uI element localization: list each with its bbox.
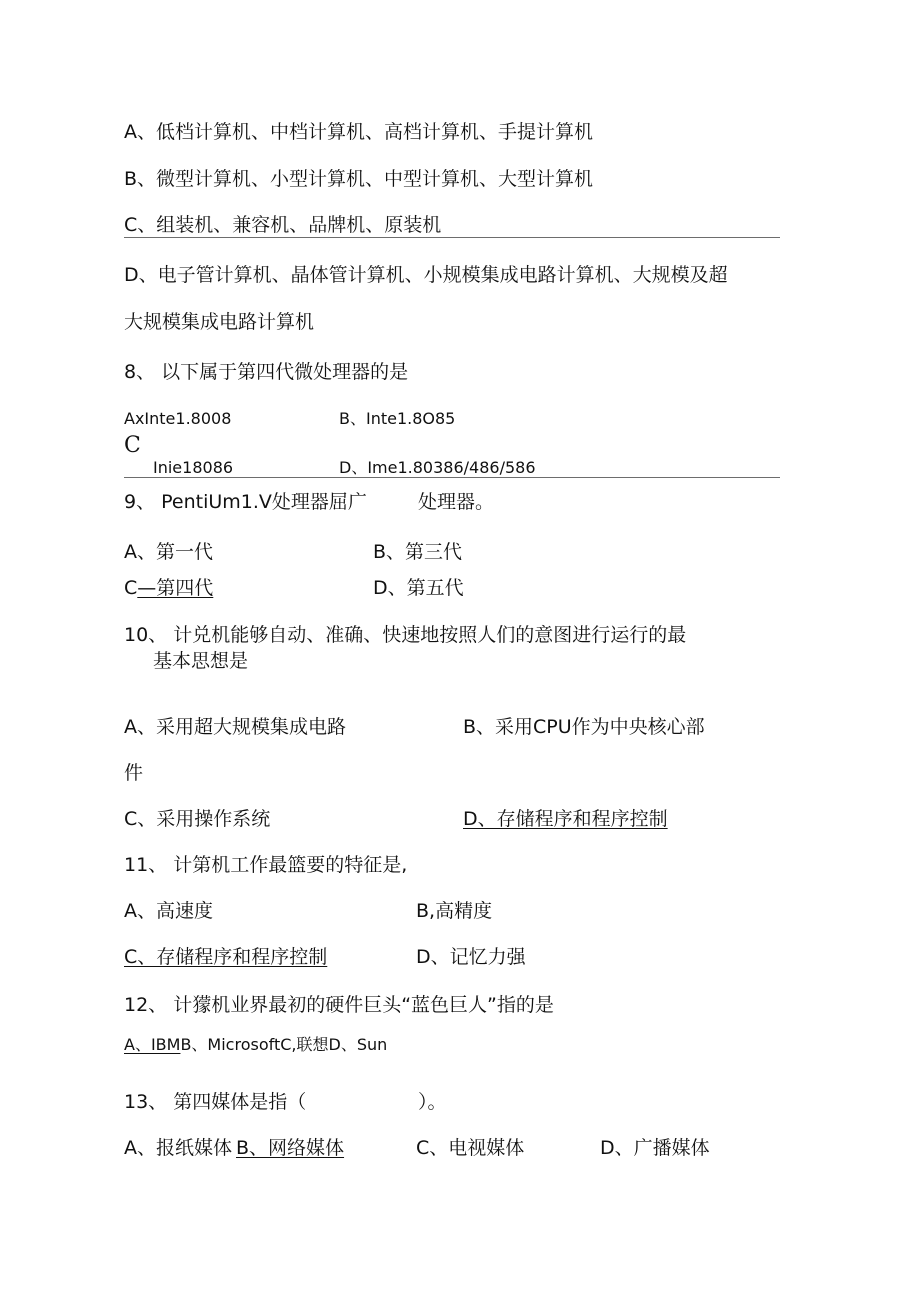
q9-option-c	[124, 576, 213, 600]
q10-option-b-continued: 件	[124, 762, 144, 784]
q7-option-c: C、组装机、兼容机、品牌机、原装机	[124, 214, 442, 236]
q12-option-a-answer: A、IBM	[124, 1035, 181, 1054]
q12-question: 12、 计獴机业界最初的硬件巨头“蓝色巨人”指的是	[124, 994, 554, 1016]
q8-option-d: D、Ime1.80386/486/586	[339, 458, 536, 477]
q8-question: 8、 以下属于第四代微处理器的是	[124, 361, 409, 383]
q7-option-d-line2: 大规模集成电路计算机	[124, 311, 315, 333]
q10-option-c: C、采用操作系统	[124, 808, 271, 830]
q13-question-tail: ）。	[418, 1091, 447, 1113]
q7-option-d-line1: D、电子管计算机、晶体管计算机、小规模集成电路计算机、大规模及超	[124, 264, 728, 286]
q11-option-c-answer: C、存储程序和程序控制	[124, 946, 328, 968]
q9-option-b: B、第三代	[373, 541, 463, 563]
q9-option-a: A、第一代	[124, 541, 213, 563]
q9-question: 9、 PentiUm1.V处理器屈广	[124, 491, 367, 513]
q10-question-line2: 基本思想是	[153, 650, 249, 672]
q9-option-d: D、第五代	[373, 577, 464, 599]
q8-option-a: AxInte1.8008	[124, 409, 232, 428]
q8-option-c-letter: C	[124, 433, 141, 458]
q13-option-d: D、广播媒体	[600, 1137, 710, 1159]
q13-option-c: C、电视媒体	[416, 1137, 525, 1159]
q10-option-a: A、采用超大规模集成电路	[124, 716, 346, 738]
q11-option-b: B,高精度	[416, 900, 493, 922]
q7-option-b: B、微型计算机、小型计算机、中型计算机、大型计算机	[124, 168, 594, 190]
q11-question: 11、 计第机工作最篮要的特征是,	[124, 854, 408, 876]
q12-other-options: B、MicrosoftC,联想D、Sun	[180, 1035, 388, 1054]
q13-question: 13、 第四媒体是指（	[124, 1091, 307, 1113]
q9-option-c-letter: C	[124, 577, 138, 599]
divider-line	[124, 477, 780, 478]
q10-option-d-answer: D、存储程序和程序控制	[463, 808, 668, 830]
q9-option-c-answer: —第四代	[137, 577, 214, 599]
q8-option-b: B、Inte1.8O85	[339, 409, 456, 428]
q9-question-tail: 处理器。	[418, 491, 495, 513]
q7-option-a: A、低档计算机、中档计算机、高档计算机、手提计算机	[124, 121, 593, 143]
q13-option-b-answer: B、网络媒体	[236, 1137, 345, 1159]
q10-option-b: B、采用CPU作为中央核心部	[463, 716, 705, 738]
q8-option-c: Inie18086	[153, 458, 234, 477]
divider-line	[124, 237, 780, 238]
q11-option-a: A、高速度	[124, 900, 213, 922]
q13-option-a: A、报纸媒体	[124, 1137, 232, 1159]
q11-option-d: D、记忆力强	[416, 946, 526, 968]
q12-options	[124, 1033, 387, 1057]
q10-question-line1: 10、 计兑机能够自动、准确、快速地按照人们的意图进行运行的最	[124, 624, 687, 646]
